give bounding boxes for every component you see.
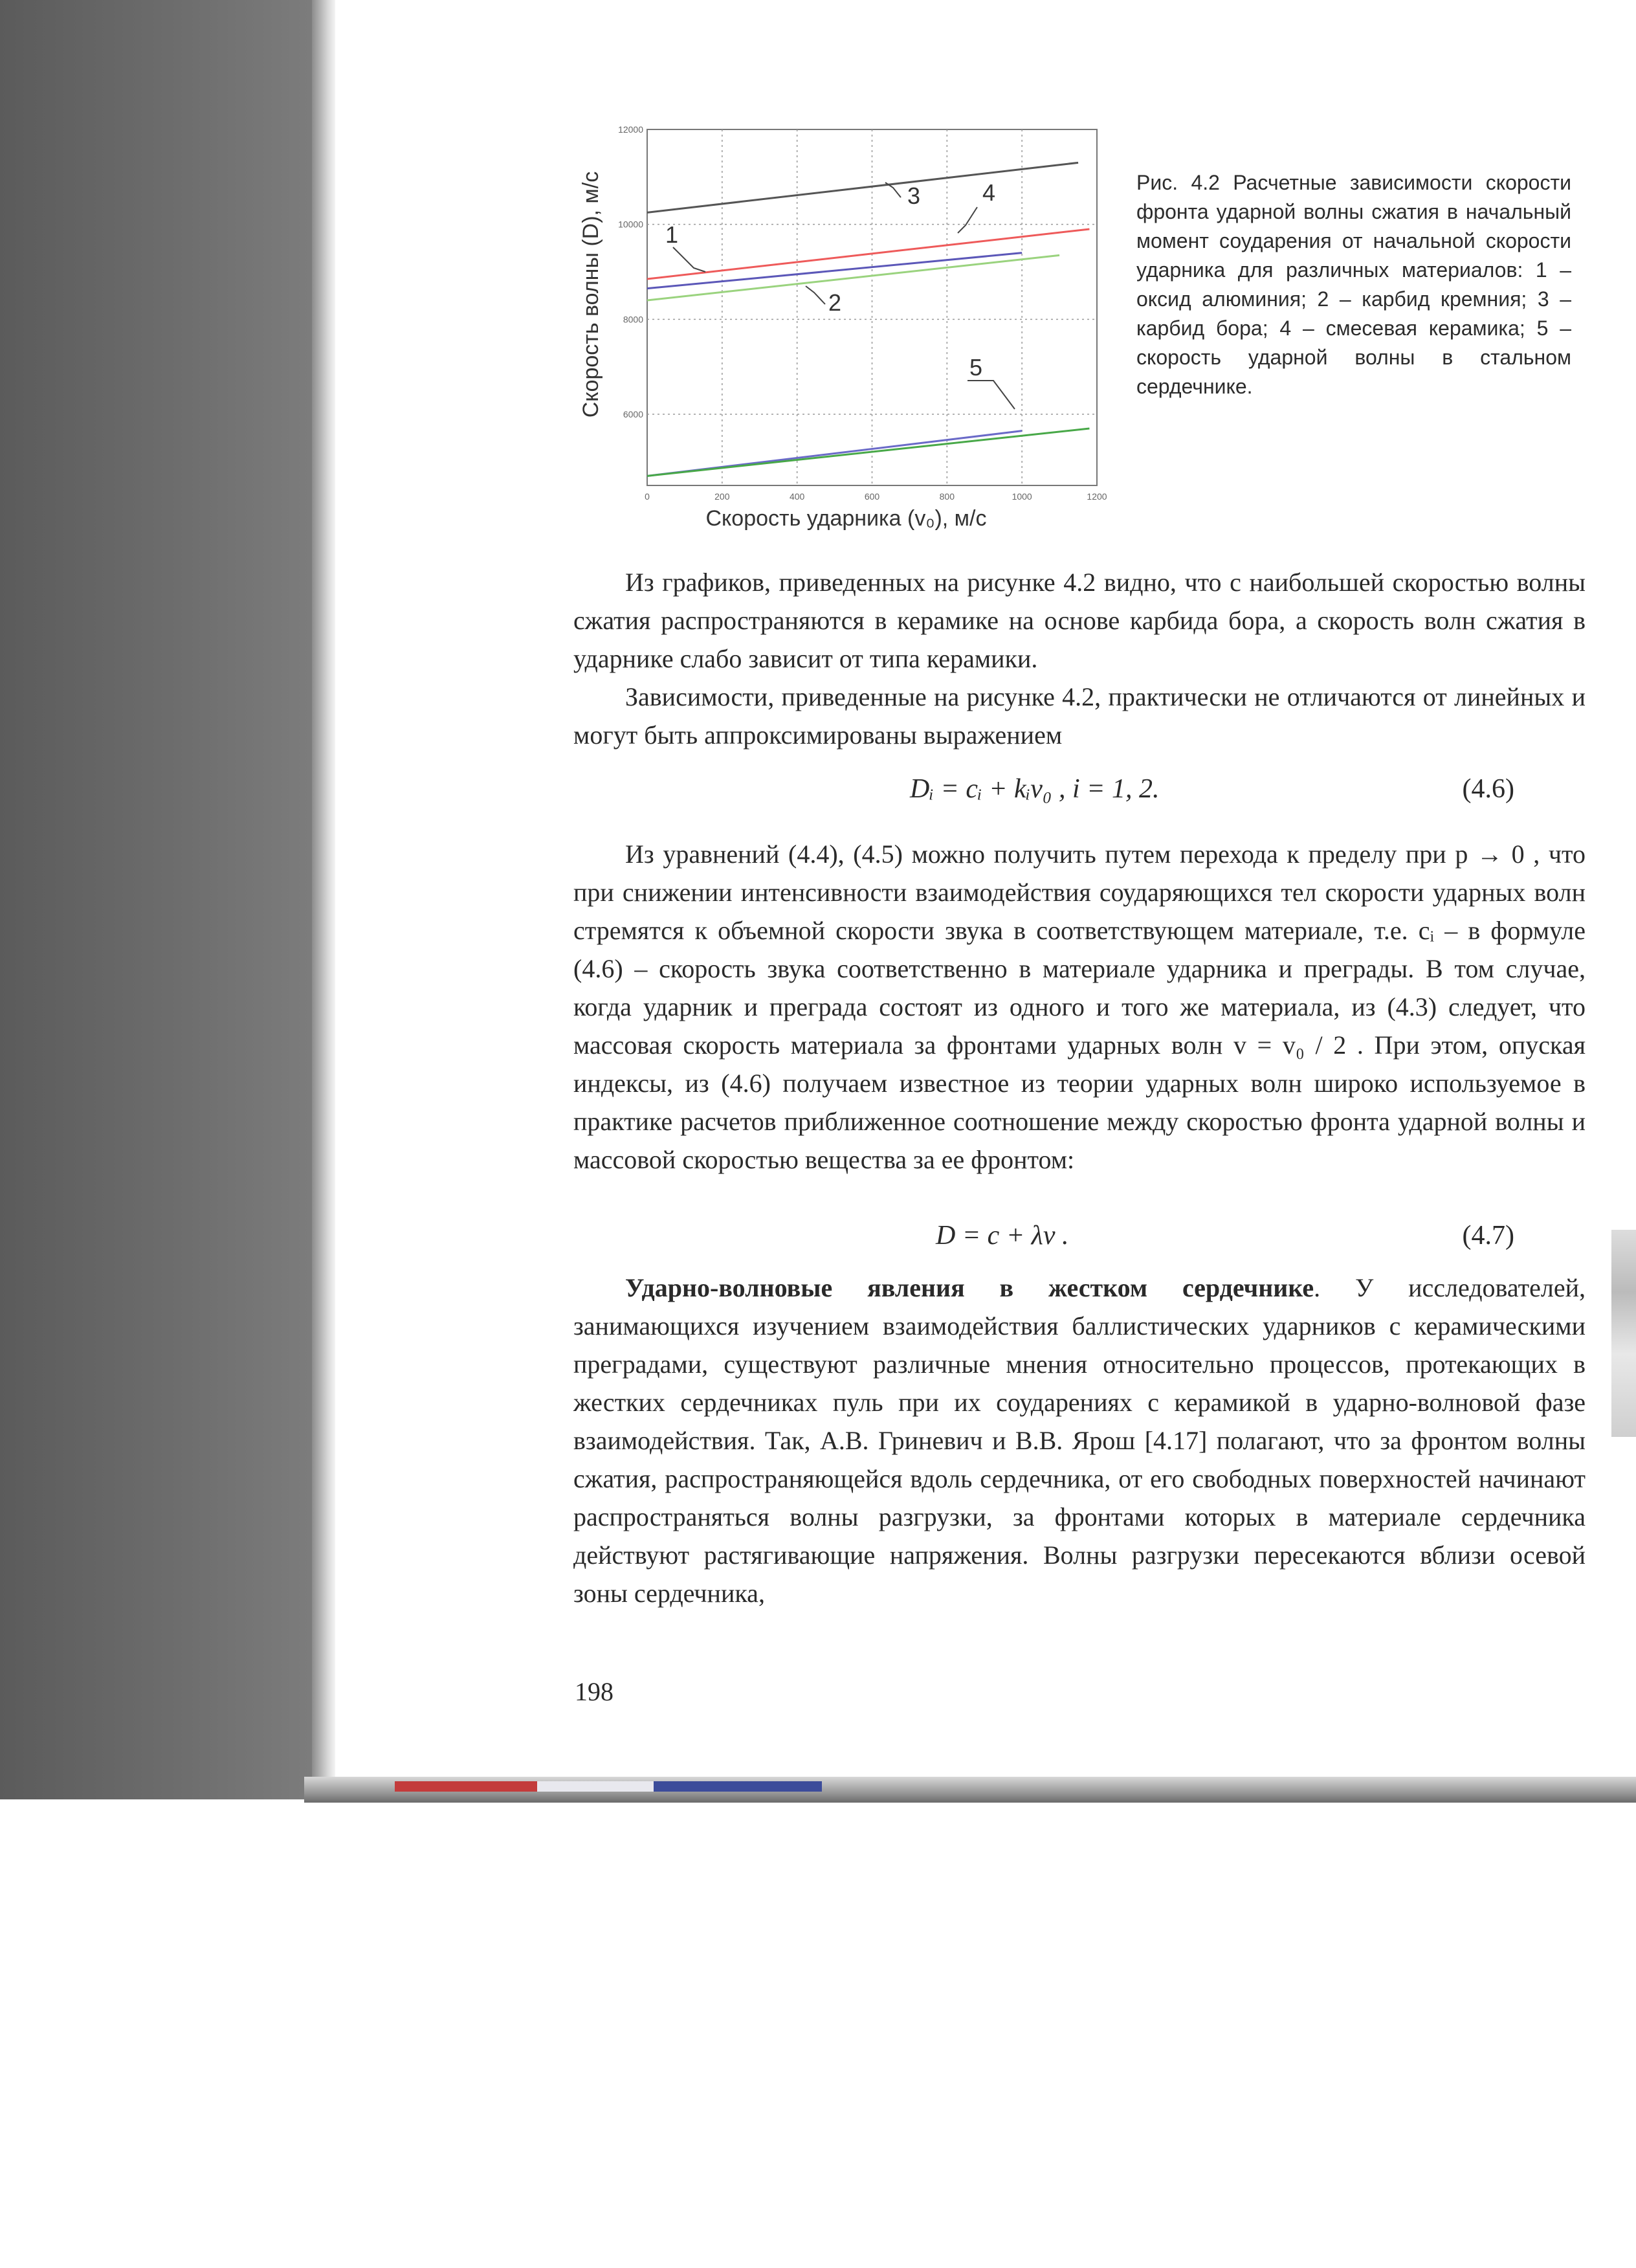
formula-4-7-expression: D = c + λv . xyxy=(936,1221,1069,1251)
x-axis-label: Скорость ударника (v₀), м/с xyxy=(705,506,987,531)
paragraph-block-2 xyxy=(573,835,1586,1179)
x-tick-label: 0 xyxy=(645,491,650,502)
page-edge-marks xyxy=(1611,1230,1636,1437)
y-tick-label: 12000 xyxy=(618,124,643,135)
section-heading-inline: Ударно-волновые явления в жестком сердечнике xyxy=(625,1273,1314,1302)
paragraph-4 xyxy=(573,1269,1586,1612)
cover-stripe-red xyxy=(395,1781,537,1792)
chart xyxy=(569,110,1126,550)
annotation-leader-5 xyxy=(967,381,1015,409)
x-tick-label: 800 xyxy=(939,491,955,502)
cover-stripe-blue xyxy=(654,1781,822,1792)
annotation-label-3: 3 xyxy=(907,183,921,209)
formula-4-7-number: (4.7) xyxy=(1462,1221,1514,1251)
series-line-4 xyxy=(647,229,1089,279)
formula-4-7 xyxy=(573,1220,1586,1259)
cover-stripe-white xyxy=(537,1781,654,1792)
formula-4-6 xyxy=(573,773,1586,812)
annotation-leader-2 xyxy=(806,286,825,304)
x-tick-label: 400 xyxy=(789,491,805,502)
book-spine xyxy=(0,0,312,1799)
paragraph-block-3 xyxy=(573,1269,1586,1612)
paragraph-4-body: . У исследователей, занимающихся изучением взаимодействия баллистических ударников с керамическими преградами, существуют различные мнения относительно процессов, протекающих в жестких сердечниках пуль при их соударениях с керамикой в ударно-волновой фазе взаимодействия. Так, А.В. Гриневич и В.В. Ярош [4.17] полагают, что за фронтом волны сжатия, распространяющейся вдоль сердечника, от его свободных поверхностей начинают распространяться волны разгрузки, за фронтами которых в материале сердечника действуют растягивающие напряжения. Волны разгрузки пересекаются вблизи осевой зоны сердечника, xyxy=(573,1273,1586,1608)
formula-4-6-expression: Dᵢ = cᵢ + kᵢv₀ , i = 1, 2. xyxy=(910,774,1160,804)
annotation-label-5: 5 xyxy=(969,354,983,381)
annotation-leader-1 xyxy=(673,247,705,272)
paragraph-3: Из уравнений (4.4), (4.5) можно получить путем перехода к пределу при p → 0 , что при снижении интенсивности взаимодействия соударяющихся тел скорости ударных волн стремятся к объемной скорости звука в соответствующем материале, т.е. cᵢ – в формуле (4.6) – скорость звука соответственно в материале ударника и преграды. В том случае, когда ударник и преграда состоят из одного и того же материала, из (4.3) следует, что массовая скорость материала за фронтами ударных волн v = v₀ / 2 . При этом, опуская индексы, из (4.6) получаем известное из теории ударных волн широко используемое в практике расчетов приближенное соотношение между скоростью фронта ударной волны и массовой скоростью вещества за ее фронтом: xyxy=(573,839,1586,1174)
paragraph-block-1 xyxy=(573,563,1586,754)
y-tick-label: 6000 xyxy=(623,409,643,419)
y-axis-label: Скорость волны (D), м/с xyxy=(579,171,603,418)
y-tick-label: 8000 xyxy=(623,314,643,325)
series-line-6 xyxy=(647,428,1089,476)
figure-4-2 xyxy=(569,110,1126,550)
paragraph-2: Зависимости, приведенные на рисунке 4.2, практически не отличаются от линейных и могут быть аппроксимированы выражением xyxy=(573,682,1586,750)
x-tick-label: 600 xyxy=(864,491,880,502)
formula-4-6-number: (4.6) xyxy=(1462,774,1514,804)
annotation-leader-4 xyxy=(958,207,977,233)
x-tick-label: 200 xyxy=(714,491,730,502)
annotation-label-2: 2 xyxy=(828,289,842,316)
figure-caption: Рис. 4.2 Расчетные зависимости скорости фронта ударной волны сжатия в начальный момент соударения от начальной скорости ударника для различных материалов: 1 – оксид алюминия; 2 – карбид кремния; 3 – карбид бора; 4 – смесевая керамика; 5 – скорость ударной волны в стальном сердечнике. xyxy=(1136,171,1571,398)
page-number: 198 xyxy=(575,1677,614,1706)
y-tick-label: 10000 xyxy=(618,219,643,230)
x-tick-label: 1200 xyxy=(1087,491,1107,502)
series-line-2 xyxy=(647,255,1059,300)
series-line-3 xyxy=(647,162,1078,212)
spine-shadow xyxy=(312,0,335,1799)
paragraph-1: Из графиков, приведенных на рисунке 4.2 видно, что с наибольшей скоростью волны сжатия распространяются в керамике на основе карбида бора, а скорость волн сжатия в ударнике слабо зависит от типа керамики. xyxy=(573,568,1586,673)
x-tick-label: 1000 xyxy=(1011,491,1032,502)
annotation-label-4: 4 xyxy=(982,179,996,206)
annotation-label-1: 1 xyxy=(665,221,679,248)
